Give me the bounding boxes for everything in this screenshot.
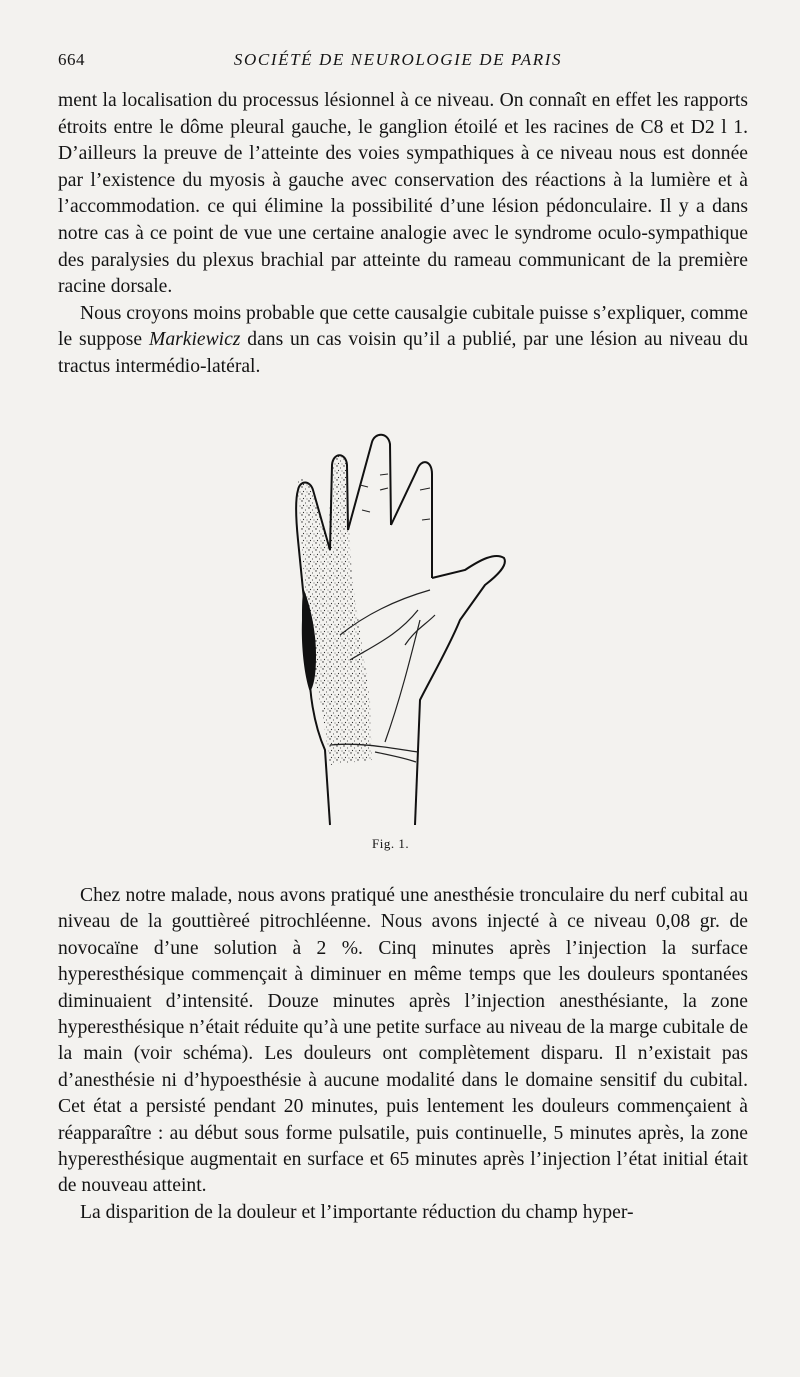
text-block-bottom <box>58 883 748 1226</box>
figure-caption: Fig. 1. <box>372 836 410 851</box>
text-block-top <box>58 88 748 381</box>
author-name: Markiewicz <box>149 329 241 351</box>
wrist-crease <box>375 752 416 762</box>
page-header <box>58 50 748 74</box>
hand-diagram-figure <box>280 430 520 830</box>
paragraph-anesthesia: Chez notre malade, nous avons pratiqué une anesthésie tronculaire du nerf cubital au niveau de la gouttièreé pitrochléenne. Nous avons injecté à ce niveau 0,08 gr. de novocaïne d’une solution à 2 %. Cinq minutes après l’injection la surface hyperesthésique commençait à diminuer en même temps que les douleurs spontanées diminuaient d’intensité. Douze minutes après l’injection anesthésiante, la zone hyperesthésique n’était réduite qu’à une petite surface au niveau de la marge cubitale de la main (voir schéma). Les douleurs ont complètement disparu. Il n’existait pas d’anesthésie ni d’hypoesthésie à aucune modalité dans le domaine sensitif du cubital. Cet état a persisté pendant 20 minutes, puis lentement les douleurs commençaient à réapparaître : au début sous forme pulsatile, puis continuelle, 5 minutes après, la zone hyperesthésique augmentait en surface et 65 minutes après l’injection l’état initial était de nouveau atteint. <box>58 885 749 1197</box>
finger-joint-mark <box>360 474 430 520</box>
page-number: 664 <box>58 50 85 69</box>
paragraph-markiewicz <box>58 301 748 381</box>
paragraph-text-after: dans un cas voisin qu’il a publié, par une lésion au niveau du tractus intermédio-latéral. <box>58 329 748 377</box>
paragraph-continuation: ment la localisation du processus lésionnel à ce niveau. On connaît en effet les rapports étroits entre le dôme pleural gauche, le ganglion étoilé et les racines de C8 et D2 l 1. D’ailleurs la preuve de l’atteinte des voies sympathiques à ce niveau nous est donnée par l’existence du myosis à gauche avec conservation des réactions à la lumière et à l’accommodation. ce qui élimine la possibilité d’une lésion pédonculaire. Il y a dans notre cas à ce point de vue une certaine analogie avec le syndrome oculo-sympathique des paralysies du plexus brachial par atteinte du rameau communicant de la première racine dorsale. <box>58 90 748 298</box>
middle-finger-outline <box>348 435 391 530</box>
thumb-outline <box>418 556 505 750</box>
thenar-crease <box>385 620 420 742</box>
hand-diagram <box>280 430 520 830</box>
paragraph-final: La disparition de la douleur et l’importante réduction du champ hyper- <box>80 1201 634 1223</box>
running-title: SOCIÉTÉ DE NEUROLOGIE DE PARIS <box>233 50 563 69</box>
paragraph-text-before: Nous croyons moins probable que cette causalgie cubitale puisse s’expliquer, comme le suppose <box>58 302 748 351</box>
